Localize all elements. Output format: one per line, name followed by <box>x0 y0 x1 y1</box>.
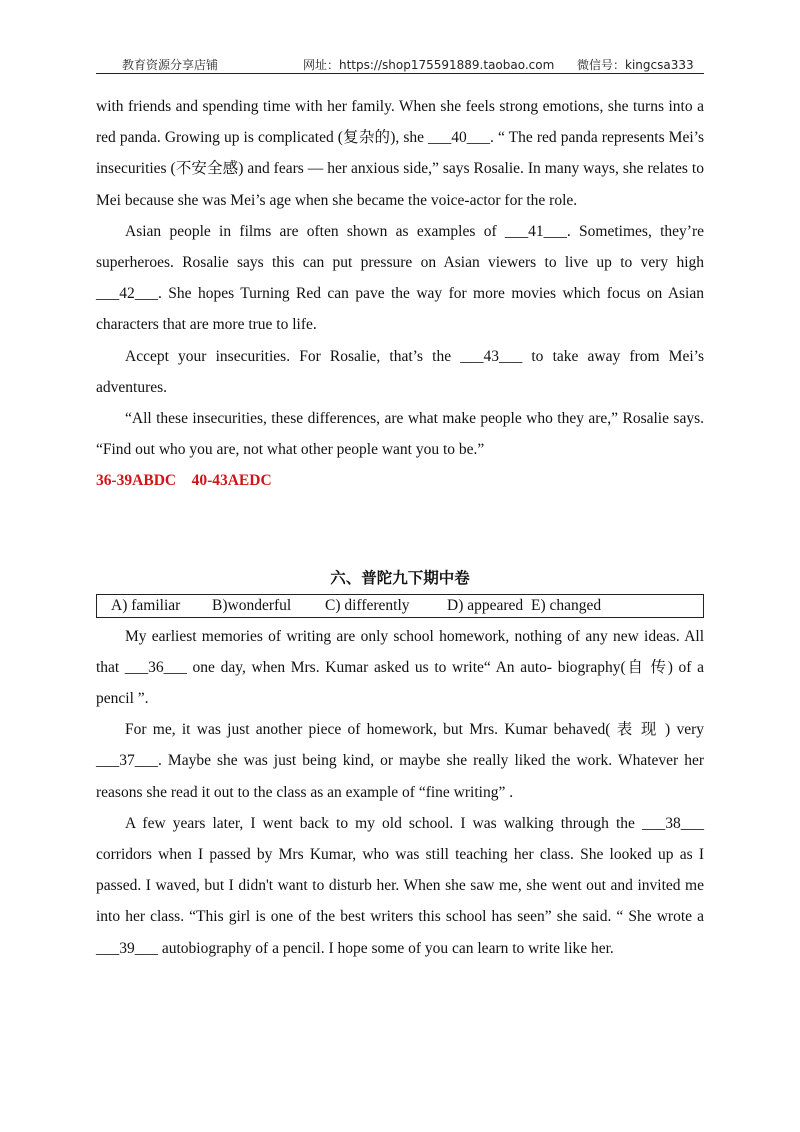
header-shop-name: 教育资源分享店铺 <box>122 58 219 72</box>
page-content <box>96 91 704 964</box>
answer-key: 36-39ABDC 40-43AEDC <box>96 472 272 490</box>
word-bank-option-a: A) familiar <box>111 596 181 614</box>
section6-paragraph-1: My earliest memories of writing are only school homework, nothing of any new ideas. All that ___36___ one day, when Mrs. Kumar asked us to write“ An auto- biography(自 传) of a pencil ”. <box>96 627 704 708</box>
page-header <box>96 55 704 74</box>
word-bank-option-b: B)wonderful <box>212 596 292 614</box>
header-wechat: 微信号：kingcsa333 <box>577 58 694 72</box>
section6-paragraph-3: A few years later, I went back to my old school. I was walking through the ___38___ corridors when I passed by Mrs Kumar, who was still teaching her class. She looked up as I passed. I waved, but I didn't want to disturb her. When she saw me, she went out and invited me into her class. “This girl is one of the best writers this school has seen” she said. “ She wrote a ___39___ autobiography of a pencil. I hope some of you can learn to write like her. <box>96 814 704 957</box>
passage1-paragraph-3: Accept your insecurities. For Rosalie, that’s the ___43___ to take away from Mei’s adventures. <box>96 347 704 396</box>
passage1-paragraph-1: with friends and spending time with her family. When she feels strong emotions, she turns into a red panda. Growing up is complicated (复杂的), she ___40___. “ The red panda represents Mei’s insecurities (不安全感) and fears — her anxious side,” says Rosalie. In many ways, she relates to Mei because she was Mei’s age when she became the voice-actor for the role. <box>96 98 704 209</box>
section-title: 六、普陀九下期中卷 <box>330 568 470 587</box>
word-bank-option-c: C) differently <box>325 596 410 614</box>
word-bank-option-d: D) appeared <box>447 596 524 614</box>
header-website: 网址：https://shop175591889.taobao.com <box>303 58 555 72</box>
section6-paragraph-2: For me, it was just another piece of homework, but Mrs. Kumar behaved( 表 现 ) very ___37___. Maybe she was just being kind, or maybe she really liked the work. Whatever her reasons she read it out to the class as an example of “fine writing” . <box>96 721 704 801</box>
passage1-paragraph-4: “All these insecurities, these differences, are what make people who they are,” Rosalie says. “Find out who you are, not what other people want you to be.” <box>96 410 704 459</box>
word-bank-box <box>96 594 704 618</box>
word-bank-option-e: E) changed <box>531 596 602 614</box>
passage1-paragraph-2: Asian people in films are often shown as examples of ___41___. Sometimes, they’re superheroes. Rosalie says this can put pressure on Asian viewers to live up to very high ___42___. She hopes Turning Red can pave the way for more movies which focus on Asian characters that are more true to life. <box>96 222 704 334</box>
